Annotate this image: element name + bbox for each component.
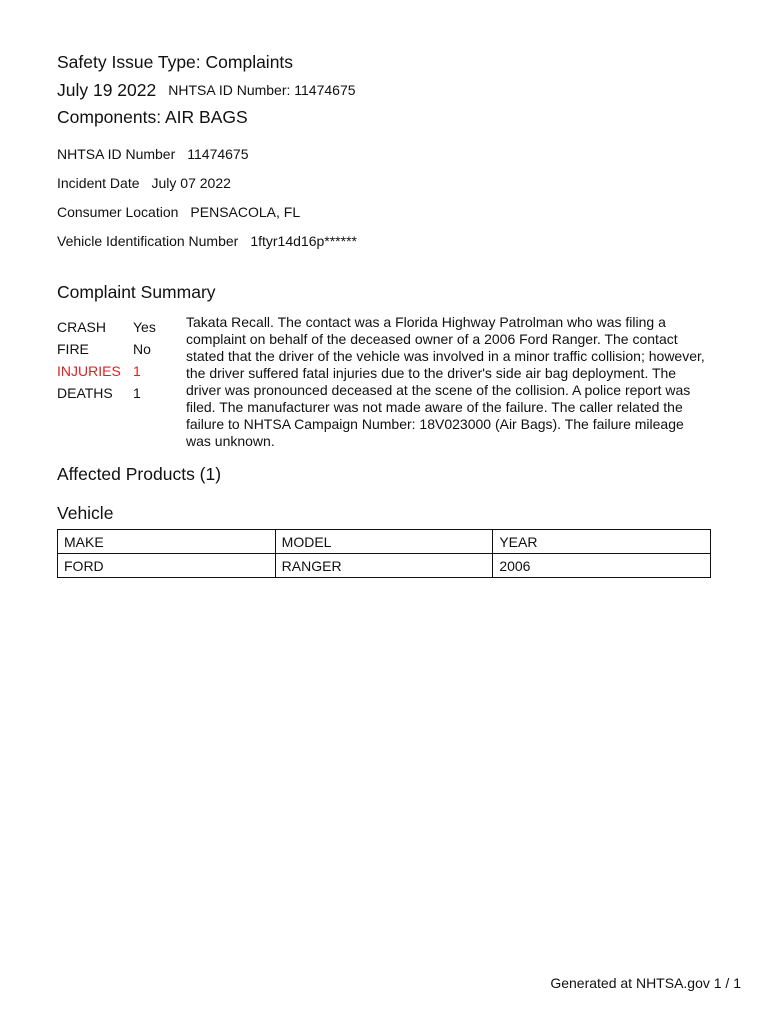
- complaint-flags: [57, 316, 177, 404]
- affected-products-heading: Affected Products (1): [57, 464, 222, 484]
- flag-fire-label: FIRE: [57, 341, 89, 357]
- complaint-summary-heading: Complaint Summary: [57, 282, 216, 302]
- nhtsa-id-value: 11474675: [187, 146, 249, 162]
- flag-crash-label: CRASH: [57, 319, 107, 335]
- flag-deaths: [57, 382, 177, 404]
- vehicle-table: [57, 529, 711, 578]
- incident-date-field: [57, 174, 231, 192]
- table-row: [58, 554, 711, 578]
- complaint-date: July 19 2022: [57, 80, 157, 100]
- consumer-location-label: Consumer Location: [57, 204, 179, 220]
- vin-value: 1ftyr14d16p******: [250, 233, 357, 249]
- column-header-year: YEAR: [493, 530, 711, 554]
- flag-fire-value: No: [133, 341, 151, 357]
- consumer-location-value: PENSACOLA, FL: [190, 204, 301, 220]
- flag-injuries: [57, 360, 177, 382]
- complaint-summary-text: Takata Recall. The contact was a Florida Highway Patrolman who was filing a complaint on behalf of the deceased owner of a 2006 Ford Ranger. The contact stated that the driver of the vehicle was involved in a minor traffic collision; however, the driver suffered fatal injuries due to the driver's side air bag deployment. The driver was pronounced deceased at the scene of the collision. A police report was filed. The manufacturer was not made aware of the failure. The caller related the failure to NHTSA Campaign Number: 18V023000 (Air Bags). The failure mileage was unknown.: [186, 314, 705, 449]
- flag-injuries-value: 1: [133, 363, 141, 379]
- nhtsa-id-field: [57, 145, 249, 163]
- incident-date-label: Incident Date: [57, 175, 140, 191]
- column-header-model: MODEL: [275, 530, 493, 554]
- table-header-row: [58, 530, 711, 554]
- flag-fire: [57, 338, 177, 360]
- incident-date-value: July 07 2022: [151, 175, 231, 191]
- nhtsa-id-inline: NHTSA ID Number: 11474675: [168, 82, 356, 98]
- flag-deaths-label: DEATHS: [57, 385, 113, 401]
- flag-crash: [57, 316, 177, 338]
- cell-model: RANGER: [275, 554, 493, 578]
- consumer-location-field: [57, 203, 300, 221]
- vin-label: Vehicle Identification Number: [57, 233, 239, 249]
- flag-crash-value: Yes: [133, 319, 156, 335]
- safety-issue-type-heading: Safety Issue Type: Complaints: [57, 52, 294, 72]
- flag-deaths-value: 1: [133, 385, 141, 401]
- column-header-make: MAKE: [58, 530, 276, 554]
- complaint-date-line: [57, 79, 356, 102]
- vehicle-heading: Vehicle: [57, 503, 114, 523]
- cell-make: FORD: [58, 554, 276, 578]
- vin-field: [57, 232, 357, 250]
- flag-injuries-label: INJURIES: [57, 363, 121, 379]
- cell-year: 2006: [493, 554, 711, 578]
- page-footer: Generated at NHTSA.gov 1 / 1: [550, 975, 741, 991]
- nhtsa-id-label: NHTSA ID Number: [57, 146, 176, 162]
- components-heading: Components: AIR BAGS: [57, 107, 248, 127]
